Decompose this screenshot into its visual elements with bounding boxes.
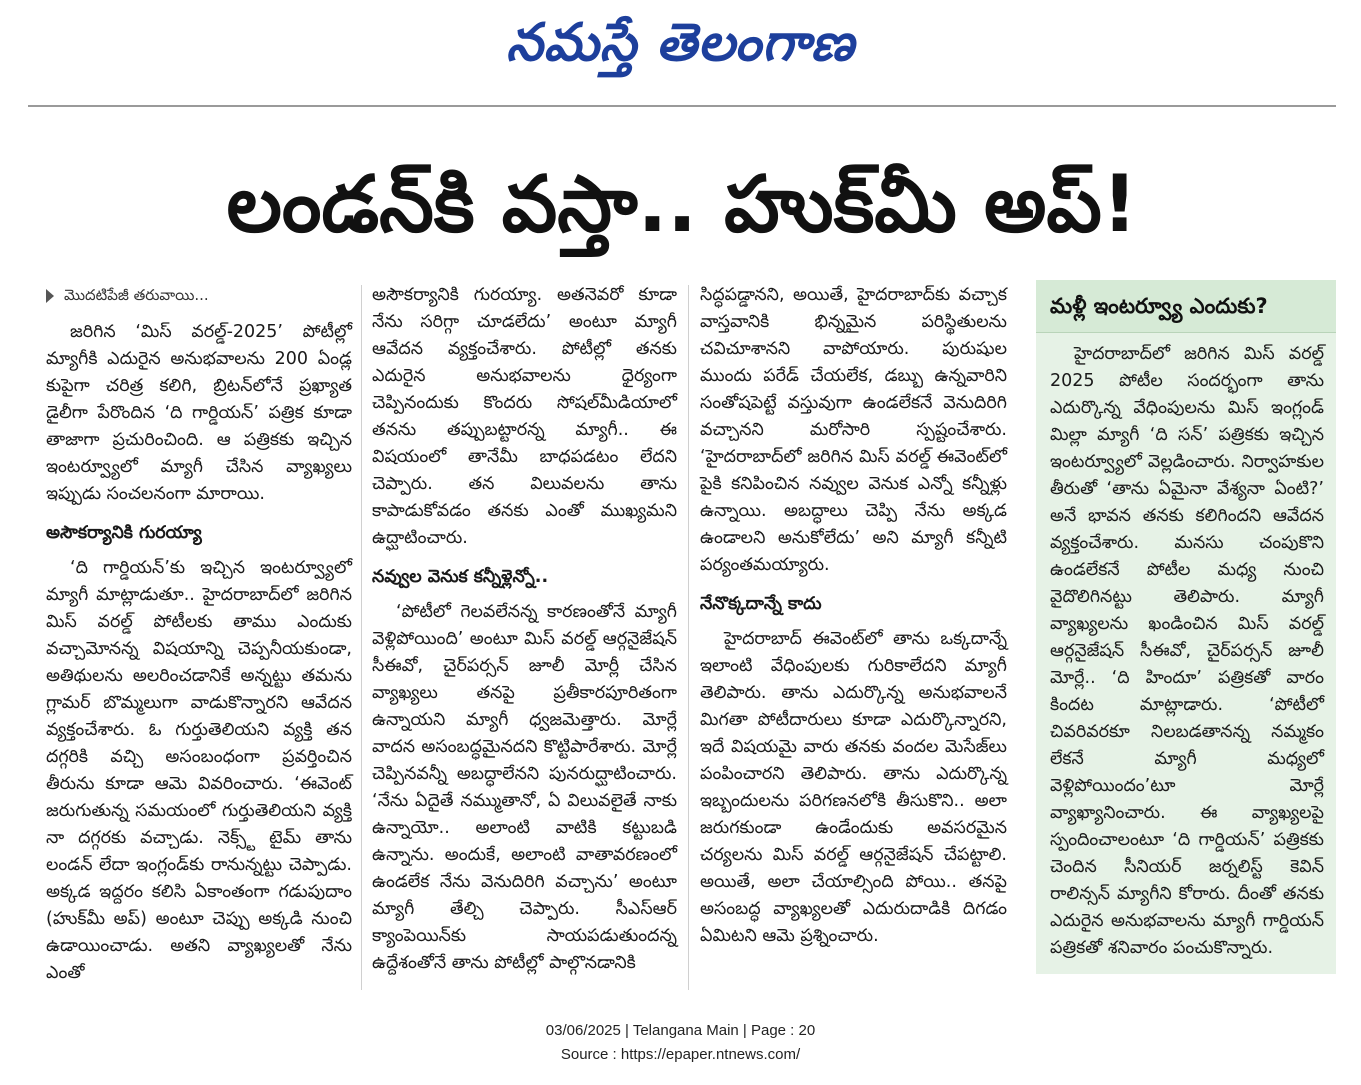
paragraph: జరిగిన ‘మిస్ వరల్డ్-2025’ పోటీల్లో మ్యాగీకి ఎదురైన అనుభవాలను 200 ఏండ్ల కుపైగా చరిత్ర కలిగి, బ్రిటన్‌లోనే ప్రఖ్యాత డైలీగా పేరొందిన ‘ది గార్డియన్’ పత్రిక కూడా తాజాగా ప్రచురించింది. ఆ పత్రికకు ఇచ్చిన ఇంటర్వ్యూలో మ్యాగీ చేసిన వ్యాఖ్యలు ఇప్పుడు సంచలనంగా మారాయి.	[46, 322, 352, 504]
article-headline: లండన్‌కి వస్తా.. హుక్‌మీ అప్!	[226, 160, 1138, 250]
paragraph: అసౌకర్యానికి గురయ్యా. అతనెవరో కూడా నేను సరిగ్గా చూడలేదు’ అంటూ మ్యాగీ ఆవేదన వ్యక్తంచేశారు. పోటీల్లో తనకు ఎదురైన అనుభవాలను ధైర్యంగా చెప్పినందుకు కొందరు సోషల్‌మీడియాలో తనను తప్పుబట్టారన్న మ్యాగీ.. ఈ విషయంలో తానేమీ బాధపడటం లేదని చెప్పారు. తన విలువలను తాను కాపాడుకోవడం తనకు ఎంతో ముఖ్యమని ఉద్ఘాటించారు.	[372, 285, 677, 548]
article-column-3	[700, 282, 1007, 956]
masthead-divider	[28, 105, 1336, 107]
subheading: నవ్వుల వెనుక కన్నీళ్లెన్నో..	[372, 567, 549, 587]
sidebar-title: మళ్లీ ఇంటర్వ్యూ ఎందుకు?	[1036, 280, 1336, 333]
column-divider	[688, 285, 689, 990]
sidebar-box	[1036, 280, 1336, 974]
article-column-1	[46, 282, 352, 993]
continued-label	[46, 282, 352, 309]
footer-date-line: 03/06/2025 | Telangana Main | Page : 20	[545, 1022, 816, 1039]
masthead	[0, 8, 1361, 78]
sidebar-body	[1036, 333, 1336, 962]
paragraph: హైదరాబాద్ ఈవెంట్‌లో తాను ఒక్కదాన్నే ఇలాంటి వేధింపులకు గురికాలేదని మ్యాగీ తెలిపారు. తాను ఎదుర్కొన్న అనుభవాలనే మిగతా పోటీదారులు కూడా ఎదుర్కొన్నారని, ఇదే విషయమై వారు తనకు వందల మెసేజ్‌లు పంపించారని తెలిపారు. తాను ఎదుర్కొన్న ఇబ్బందులను పరిగణనలోకి తీసుకొని.. అలా జరుగకుండా ఉండేందుకు అవసరమైన చర్యలను మిస్ వరల్డ్ ఆర్గనైజేషన్ చేపట్టాలి. అయితే, అలా చేయాల్సింది పోయి.. తనపై అసంబద్ధ వ్యాఖ్యలతో ఎదురుదాడికి దిగడం ఏమిటని ఆమె ప్రశ్నించారు.	[700, 629, 1007, 946]
paragraph: ‘పోటీలో గెలవలేనన్న కారణంతోనే మ్యాగీ వెళ్లిపోయింది’ అంటూ మిస్ వరల్డ్ ఆర్గనైజేషన్ సీఈవో, చైర్‌పర్సన్ జూలీ మోర్లీ చేసిన వ్యాఖ్యలు తనపై ప్రతీకారపూరితంగా ఉన్నాయని మ్యాగీ ధ్వజమెత్తారు. మోర్లే వాదన అసంబద్ధమైనదని కొట్టిపారేశారు. మోర్లే చెప్పినవన్నీ అబద్ధాలేనని పునరుద్ఘాటించారు. ‘నేను ఏదైతే నమ్ముతానో, ఏ విలువలైతే నాకు ఉన్నాయో.. అలాంటి వాటికి కట్టుబడి ఉన్నాను. అందుకే, అలాంటి వాతావరణంలో ఉండలేక నేను వెనుదిరిగి వచ్చాను’ అంటూ మ్యాగీ తేల్చి చెప్పారు. సీఎస్ఆర్ క్యాంపెయిన్‌కు సాయపడుతుందన్న ఉద్దేశంతోనే తాను పోటీల్లో పాల్గొనడానికి	[372, 602, 677, 973]
masthead-logo: నమస్తే తెలంగాణ	[506, 12, 855, 73]
chevron-right-icon	[46, 289, 54, 303]
paragraph: సిద్ధపడ్డానని, అయితే, హైదరాబాద్‌కు వచ్చాక వాస్తవానికి భిన్నమైన పరిస్థితులను చవిచూశానని వాపోయారు. పురుషుల ముందు పరేడ్ చేయలేక, డబ్బు ఉన్నవారిని సంతోషపెట్టే వస్తువుగా ఉండలేకనే వెనుదిరిగి వచ్చానని మరోసారి స్పష్టంచేశారు. ‘హైదరాబాద్‌లో జరిగిన మిస్ వరల్డ్ ఈవెంట్‌లో పైకి కనిపించిన నవ్వుల వెనుక ఎన్నో కన్నీళ్లు ఉన్నాయి. అబద్ధాలు చెప్పి నేను అక్కడ ఉండాలని అనుకోలేదు’ అని మ్యాగీ కన్నీటి పర్యంతమయ్యారు.	[700, 285, 1007, 575]
continued-text: మొదటిపేజీ తరువాయి...	[64, 286, 209, 304]
subheading: అసౌకర్యానికి గురయ్యా	[46, 523, 202, 543]
subheading: నేనొక్కదాన్నే కాదు	[700, 594, 822, 614]
article-column-2	[372, 282, 677, 983]
paragraph: ‘ది గార్డియన్’కు ఇచ్చిన ఇంటర్వ్యూలో మ్యాగీ మాట్లాడుతూ.. హైదరాబాద్‌లో జరిగిన మిస్ వరల్డ్ పోటీలకు తాము ఎందుకు వచ్చామోనన్న విషయాన్ని చెప్పనీయకుండా, అతిథులను అలరించడానికే అన్నట్టు తమను గ్లామర్ బొమ్మలుగా వాడుకొన్నారని ఆవేదన వ్యక్తంచేశారు. ఓ గుర్తుతెలియని వ్యక్తి తన దగ్గరికి వచ్చి అసంబంధంగా ప్రవర్తించిన తీరును కూడా ఆమె వివరించారు. ‘ఈవెంట్ జరుగుతున్న సమయంలో గుర్తుతెలియని వ్యక్తి నా దగ్గరకు వచ్చాడు. నెక్స్ట్ టైమ్ తాను లండన్ లేదా ఇంగ్లండ్‌కు రానున్నట్టు చెప్పాడు. అక్కడ ఇద్దరం కలిసి ఏకాంతంగా గడుపుదాం (హుక్‌మీ అప్) అంటూ చెప్పు అక్కడి నుంచి ఉడాయించాడు. అతని వ్యాఖ్యలతో నేను ఎంతో	[46, 558, 352, 983]
column-divider	[361, 285, 362, 990]
footer-source-link[interactable]: Source : https://epaper.ntnews.com/	[560, 1046, 801, 1063]
paragraph: హైదరాబాద్‌లో జరిగిన మిస్ వరల్డ్ 2025 పోటీల సందర్భంగా తాను ఎదుర్కొన్న వేధింపులను మిస్ ఇంగ్లండ్ మిల్లా మ్యాగీ ‘ది సన్’ పత్రికకు ఇచ్చిన ఇంటర్వ్యూలో వెల్లడించారు. నిర్వాహకుల తీరుతో ‘తాను ఏమైనా వేశ్యనా ఏంటి?’ అనే భావన తనకు కలిగిందని ఆవేదన వ్యక్తంచేశారు. మనసు చంపుకొని ఉండలేకనే పోటీల మధ్య నుంచి వైదొలిగినట్టు తెలిపారు. మ్యాగీ వ్యాఖ్యలను ఖండించిన మిస్ వరల్డ్ ఆర్గనైజేషన్ సీఈవో, చైర్‌పర్సన్ జూలీ మోర్లే.. ‘ది హిందూ’ పత్రికతో వారం కిందట మాట్లాడారు. ‘పోటీలో చివరివరకూ నిలబడతానన్న నమ్మకం లేకనే మ్యాగీ మధ్యలో వెళ్లిపోయిందం’టూ మోర్లే వ్యాఖ్యానించారు. ఈ వ్యాఖ్యలపై స్పందించాలంటూ ‘ది గార్డియన్’ పత్రికకు చెందిన సీనియర్ జర్నలిస్ట్ కెవిన్ రాలిన్సన్ మ్యాగీని కోరారు. దీంతో తనకు ఎదురైన అనుభవాలను మ్యాగీ గార్డియన్ పత్రికతో శనివారం పంచుకొన్నారు.	[1050, 344, 1324, 958]
